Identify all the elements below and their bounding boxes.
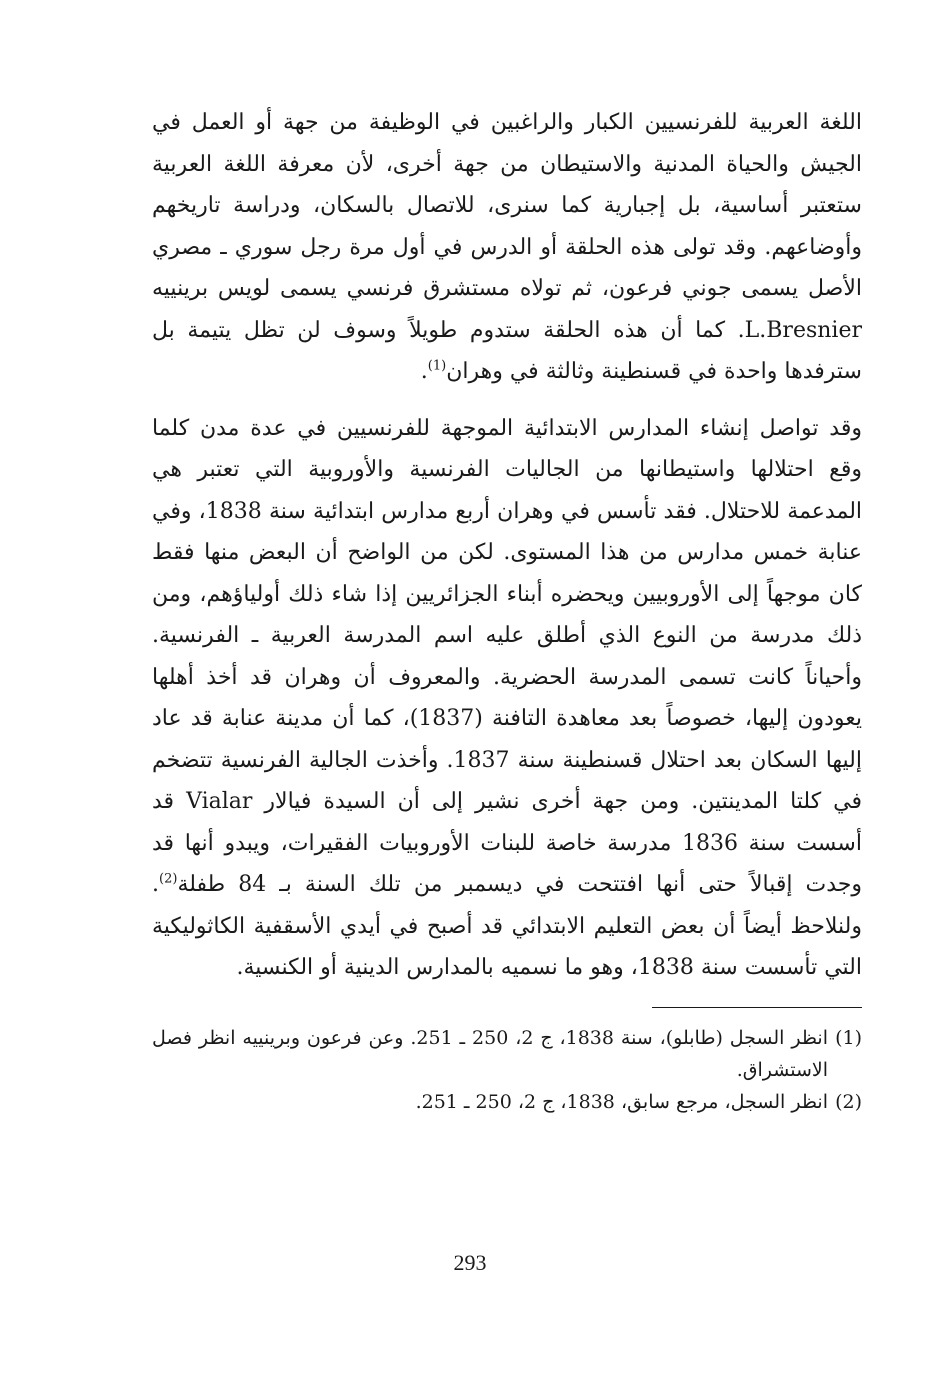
footnote-2-text: انظر السجل، مرجع سابق، 1838، ج 2، 250 ـ 251. bbox=[415, 1090, 828, 1113]
paragraph-2 bbox=[152, 408, 862, 989]
footnotes bbox=[152, 1022, 862, 1118]
latin-name-bresnier: L.Bresnier bbox=[744, 317, 862, 343]
paragraph-2-text-end: . ولنلاحظ أيضاً أن بعض التعليم الابتدائي قد أصبح في أيدي الأسقفية الكاثوليكية التي تأسست سنة 1838، وهو ما نسميه بالمدارس الدينية أو الكنسية. bbox=[152, 872, 862, 980]
page-number: 293 bbox=[453, 1250, 487, 1275]
paragraph-1 bbox=[152, 102, 862, 393]
footnote-divider bbox=[652, 1007, 862, 1008]
footnote-1-number: (1) bbox=[835, 1026, 862, 1049]
latin-name-vialar: Vialar bbox=[186, 789, 253, 814]
footnote-1-text: انظر السجل (طابلو)، سنة 1838، ج 2، 250 ـ 251. وعن فرعون وبرينييه انظر فصل الاستشراق. bbox=[152, 1026, 828, 1081]
footnote-ref-1: (1) bbox=[427, 358, 447, 374]
footnote-1 bbox=[152, 1022, 862, 1086]
footnote-2-number: (2) bbox=[835, 1090, 862, 1113]
paragraph-1-text-middle: . كما أن هذه الحلقة ستدوم طويلاً وسوف لن تظل يتيمة بل سترفدها واحدة في قسنطينة وثالثة في وهران bbox=[152, 317, 862, 384]
paragraph-1-text-end: . bbox=[420, 359, 428, 384]
page-body bbox=[152, 102, 862, 1118]
paragraph-1-text-start: اللغة العربية للفرنسيين الكبار والراغبين في الوظيفة من جهة أو العمل في الجيش والحياة المدنية والاستيطان من جهة أخرى، لأن معرفة اللغة العربية ستعتبر أساسية، بل إجبارية كما سنرى، للاتصال بالسكان، ودراسة تاريخهم وأوضاعهم. وقد تولى هذه الحلقة أو الدرس في أول مرة رجل سوري ـ مصري الأصل يسمى جوني فرعون، ثم تولاه مستشرق فرنسي يسمى لويس برينييه bbox=[152, 110, 862, 301]
paragraph-2-text-middle: قد أسست سنة 1836 مدرسة خاصة للبنات الأوروبيات الفقيرات، ويبدو أنها قد وجدت إقبالاً حتى أنها افتتحت في ديسمبر من تلك السنة بـ 84 طفلة bbox=[152, 789, 862, 897]
footnote-ref-2: (2) bbox=[159, 871, 178, 887]
footnote-2 bbox=[152, 1086, 862, 1118]
paragraph-2-text-start: وقد تواصل إنشاء المدارس الابتدائية الموجهة للفرنسيين في عدة مدن كلما وقع احتلالها واستيطانها من الجاليات الفرنسية والأوروبية التي تعتبر هي المدعمة للاحتلال. فقد تأسس في وهران أربع مدارس ابتدائية سنة 1838، وفي عنابة خمس مدارس من هذا المستوى. لكن من الواضح أن البعض منها فقط كان موجهاً إلى الأوروبيين ويحضره أبناء الجزائريين إذا شاء ذلك أولياؤهم، ومن ذلك مدرسة من النوع الذي أطلق عليه اسم المدرسة العربية ـ الفرنسية. وأحياناً كانت تسمى المدرسة الحضرية. والمعروف أن وهران قد أخذ أهلها يعودون إليها، خصوصاً بعد معاهدة التافنة (1837)، كما أن مدينة عنابة قد عاد إليها السكان بعد احتلال قسنطينة سنة 1837. وأخذت الجالية الفرنسية تتضخم في كلتا المدينتين. ومن جهة أخرى نشير إلى أن السيدة فيالار bbox=[152, 415, 863, 814]
